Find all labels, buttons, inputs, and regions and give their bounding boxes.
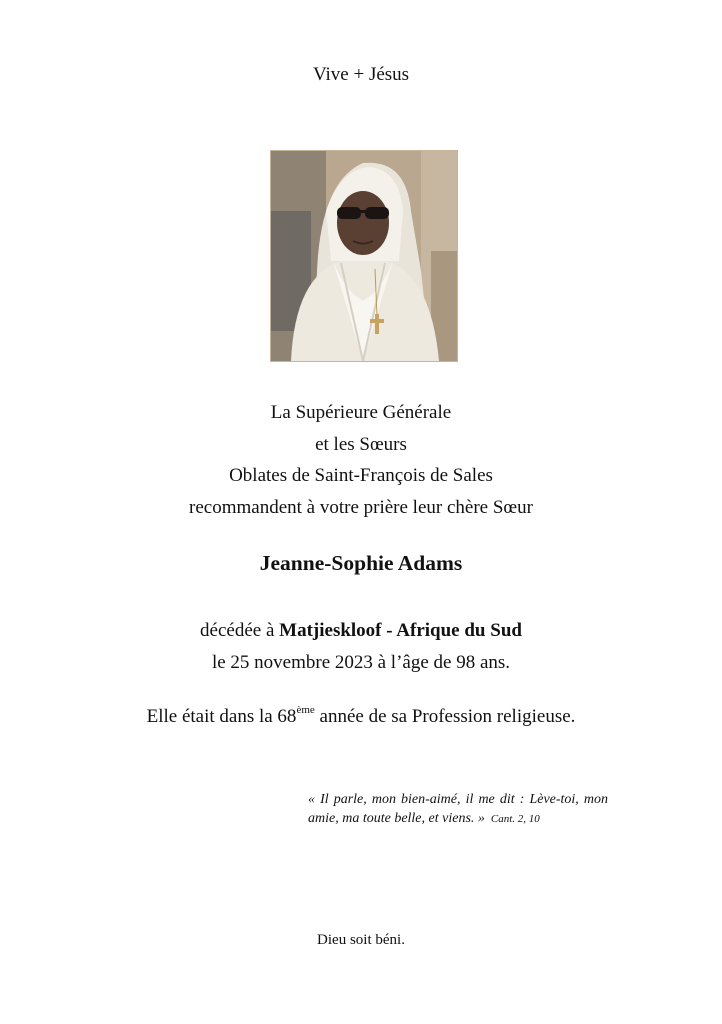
- scripture-quote: [308, 790, 608, 829]
- death-details: [0, 615, 722, 678]
- quote-text: « Il parle, mon bien-aimé, il me dit : Lève-toi, mon amie, ma toute belle, et viens. »: [308, 792, 608, 826]
- profession-after: année de sa Profession religieuse.: [314, 706, 576, 727]
- quote-reference: Cant. 2, 10: [490, 813, 540, 825]
- portrait-photo: [270, 150, 458, 362]
- header-title: Vive + Jésus: [312, 64, 410, 85]
- intro-line: et les Sœurs: [315, 433, 407, 455]
- death-prefix: décédée à: [200, 620, 280, 641]
- intro-text: [0, 397, 722, 523]
- footer-blessing: Dieu soit béni.: [317, 932, 405, 948]
- death-date-line: le 25 novembre 2023 à l’âge de 98 ans.: [211, 651, 511, 673]
- profession-ordinal: ème: [296, 704, 315, 716]
- intro-line: recommandent à votre prière leur chère Sœur: [189, 496, 533, 518]
- profession-line: [0, 706, 722, 728]
- intro-line: Oblates de Saint-François de Sales: [229, 465, 493, 486]
- profession-before: Elle était dans la 68: [146, 706, 297, 727]
- intro-line: La Supérieure Générale: [270, 402, 452, 423]
- death-place-line: [0, 615, 722, 647]
- death-place: Matjieskloof - Afrique du Sud: [279, 620, 522, 641]
- deceased-name: Jeanne-Sophie Adams: [259, 551, 463, 575]
